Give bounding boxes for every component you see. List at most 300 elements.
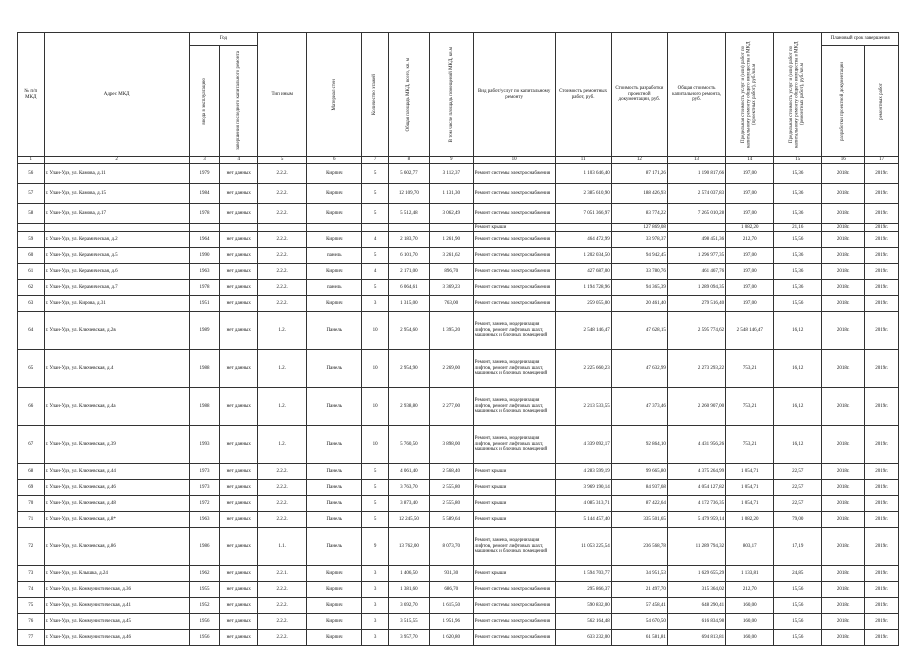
table-cell-g: 22,57 — [774, 480, 822, 496]
table-cell-a: 2 954,90 — [388, 350, 429, 388]
table-cell-g: 15,36 — [774, 184, 822, 204]
table-cell-n: 66 — [18, 388, 45, 426]
table-cell-p: 335 501,65 — [611, 512, 667, 528]
column-number-cell: 16 — [822, 157, 865, 164]
table-cell-a: 13 762,00 — [388, 528, 429, 566]
table-cell-p: 87 171,26 — [611, 164, 667, 184]
table-cell-y: 1986 — [189, 528, 220, 566]
table-cell-p: 61 581,81 — [611, 630, 667, 646]
table-cell-m: Кирпич — [307, 614, 362, 630]
table-cell-y: 1963 — [189, 264, 220, 280]
table-cell-a: 4 061,40 — [388, 464, 429, 480]
header-cell: № п/п МКД — [18, 33, 45, 157]
table-cell-m: Кирпич — [307, 264, 362, 280]
header-text: Общая площадь МКД, всего, кв. м — [406, 57, 412, 132]
table-cell-z: 2019г. — [865, 350, 899, 388]
table-cell-p: 21 497,70 — [611, 582, 667, 598]
table-cell-e: 197,00 — [726, 184, 774, 204]
table-cell-f: 5 — [362, 512, 389, 528]
table-cell-n: 58 — [18, 204, 45, 224]
table-row — [18, 204, 899, 224]
table-cell-a: 12 245,50 — [388, 512, 429, 528]
table-cell-addr: г. Улан-Удэ, ул. Коммунистическая, д.46 — [44, 630, 189, 646]
table-cell-t: 1.2. — [258, 426, 307, 464]
table-row — [18, 312, 899, 350]
table-cell-m: Панель — [307, 528, 362, 566]
table-cell-addr: г. Улан-Удэ, ул. Ключевская, д.44 — [44, 464, 189, 480]
table-cell-a: 1 315,00 — [388, 296, 429, 312]
table-cell-y: 1973 — [189, 480, 220, 496]
table-cell-last: нет данных — [220, 350, 258, 388]
table-cell-b: 3 112,37 — [429, 164, 473, 184]
table-cell-e: 1 054,71 — [726, 480, 774, 496]
table-cell-addr: г. Улан-Удэ, ул. Клышка, д.24 — [44, 566, 189, 582]
table-cell-y: 1978 — [189, 280, 220, 296]
table-cell-f: 4 — [362, 232, 389, 248]
table-cell-y: 1979 — [189, 164, 220, 184]
table-row — [18, 598, 899, 614]
table-cell-b: 5 589,64 — [429, 512, 473, 528]
table-cell-m: Кирпич — [307, 204, 362, 224]
table-cell-f: 3 — [362, 598, 389, 614]
table-cell-f: 10 — [362, 426, 389, 464]
header-cell — [189, 46, 220, 157]
table-cell-d: 2018г. — [822, 464, 865, 480]
table-cell-t: 2.2.2. — [258, 464, 307, 480]
table-cell-y: 1972 — [189, 496, 220, 512]
header-text: Количество этажей — [372, 74, 378, 115]
table-cell-b: 3 898,00 — [429, 426, 473, 464]
table-cell-p: 57 458,41 — [611, 598, 667, 614]
table-cell-n: 56 — [18, 164, 45, 184]
table-cell-y: 1951 — [189, 296, 220, 312]
table-cell-s: 4 172 736,35 — [667, 496, 725, 512]
table-cell-s: 279 516,40 — [667, 296, 725, 312]
table-cell-p: 92 864,10 — [611, 426, 667, 464]
table-cell-e: 753,21 — [726, 350, 774, 388]
table-cell-c: 7 051 366,97 — [555, 204, 611, 224]
table-cell-c: 3 969 190,14 — [555, 480, 611, 496]
header-cell — [726, 33, 774, 157]
table-cell-p: 94 365,39 — [611, 280, 667, 296]
table-cell-d: 2018г. — [822, 264, 865, 280]
table-cell-n: 57 — [18, 184, 45, 204]
table-cell-last: нет данных — [220, 630, 258, 646]
header-cell — [774, 33, 822, 157]
table-row — [18, 512, 899, 528]
table-cell-s: 498 451,36 — [667, 232, 725, 248]
table-cell-t: 2.2.2. — [258, 630, 307, 646]
table-cell-z: 2019г. — [865, 598, 899, 614]
table-cell-c: 11 053 225,54 — [555, 528, 611, 566]
table-cell-m: Кирпич — [307, 164, 362, 184]
table-cell-n: 75 — [18, 598, 45, 614]
table-cell-m: Панель — [307, 496, 362, 512]
table-cell-c: 633 232,00 — [555, 630, 611, 646]
table-cell-n: 59 — [18, 232, 45, 248]
table-cell-c: 295 866,37 — [555, 582, 611, 598]
table-cell-last: нет данных — [220, 296, 258, 312]
table-cell-e: 212,70 — [726, 582, 774, 598]
table-cell-e: 160,00 — [726, 630, 774, 646]
table-cell-t: 2.2.2. — [258, 264, 307, 280]
table-cell-f: 3 — [362, 566, 389, 582]
table-cell-y: 1984 — [189, 184, 220, 204]
table-cell-g: 15,56 — [774, 582, 822, 598]
header-cell — [429, 33, 473, 157]
table-cell-z: 2019г. — [865, 164, 899, 184]
table-cell-e: 1 082,20 — [726, 224, 774, 232]
table-cell-e: 160,00 — [726, 614, 774, 630]
table-cell-c: 1 594 703,77 — [555, 566, 611, 582]
table-cell-g: 22,57 — [774, 496, 822, 512]
table-cell-g: 16,12 — [774, 388, 822, 426]
table-cell-w: Ремонт, замена, модернизация лифтов, ремонт лифтовых шахт, машинных и блочных помещений — [473, 426, 555, 464]
table-cell-p: 84 937,68 — [611, 480, 667, 496]
table-cell-w: Ремонт, замена, модернизация лифтов, ремонт лифтовых шахт, машинных и блочных помещений — [473, 350, 555, 388]
table-cell-n: 64 — [18, 312, 45, 350]
table-cell-addr: г. Улан-Удэ, ул. Коммунистическая, д.41 — [44, 598, 189, 614]
header-cell: Плановый срок завершения — [822, 33, 899, 46]
table-cell-f: 5 — [362, 480, 389, 496]
table-cell-n: 67 — [18, 426, 45, 464]
table-cell-s: 4 375 264,99 — [667, 464, 725, 480]
table-cell-b: 2 555,80 — [429, 480, 473, 496]
table-cell-last: нет данных — [220, 566, 258, 582]
column-number-row — [18, 157, 899, 164]
table-cell-w: Ремонт системы электроснабжения — [473, 582, 555, 598]
column-number-cell: 14 — [726, 157, 774, 164]
table-cell-d: 2018г. — [822, 232, 865, 248]
table-cell-w: Ремонт системы электроснабжения — [473, 204, 555, 224]
table-cell-a: 5 512,48 — [388, 204, 429, 224]
table-cell-z: 2019г. — [865, 248, 899, 264]
table-cell-m: Панель — [307, 464, 362, 480]
table-cell-n: 61 — [18, 264, 45, 280]
table-cell-t: 1.2. — [258, 312, 307, 350]
table-cell-addr: г. Улан-Удэ, ул. Коммунистическая, д.45 — [44, 614, 189, 630]
table-cell-p: 94 942,45 — [611, 248, 667, 264]
table-cell-t: 2.2.1. — [258, 566, 307, 582]
table-cell-d: 2018г. — [822, 164, 865, 184]
table-cell-y: 1956 — [189, 614, 220, 630]
table-cell-c: 4 085 313,71 — [555, 496, 611, 512]
table-cell-g: 21,16 — [774, 224, 822, 232]
table-cell-d: 2018г. — [822, 480, 865, 496]
table-cell-t: 1.2. — [258, 388, 307, 426]
table-cell-a: 2 183,70 — [388, 232, 429, 248]
table-cell-z: 2019г. — [865, 426, 899, 464]
table-cell-w: Ремонт системы электроснабжения — [473, 598, 555, 614]
table-cell-z: 2019г. — [865, 566, 899, 582]
table-cell-d: 2018г. — [822, 388, 865, 426]
table-cell-g: 15,56 — [774, 232, 822, 248]
column-number-cell: 10 — [473, 157, 555, 164]
table-cell-d: 2018г. — [822, 566, 865, 582]
table-cell-s: 1 296 977,35 — [667, 248, 725, 264]
table-row — [18, 164, 899, 184]
table-cell-e: 212,70 — [726, 232, 774, 248]
table-cell-n: 63 — [18, 296, 45, 312]
table-row — [18, 248, 899, 264]
table-cell-p: 236 568,78 — [611, 528, 667, 566]
table-cell-w: Ремонт крыши — [473, 496, 555, 512]
table-cell-y: 1964 — [189, 232, 220, 248]
table-cell-last: нет данных — [220, 312, 258, 350]
table-cell-z: 2019г. — [865, 512, 899, 528]
table-cell-last: нет данных — [220, 232, 258, 248]
table-cell-m: Кирпич — [307, 184, 362, 204]
table-cell-p: 33 978,37 — [611, 232, 667, 248]
table-cell-f: 5 — [362, 464, 389, 480]
table-cell-b: 3 369,23 — [429, 280, 473, 296]
table-cell-w: Ремонт системы электроснабжения — [473, 164, 555, 184]
table-row — [18, 582, 899, 598]
table-cell-m: Панель — [307, 480, 362, 496]
table-cell-p: 83 774,22 — [611, 204, 667, 224]
table-cell-z: 2019г. — [865, 264, 899, 280]
header-text: ремонтных работ — [878, 82, 884, 120]
table-cell-z: 2019г. — [865, 312, 899, 350]
column-number-cell: 2 — [44, 157, 189, 164]
table-cell-s: 2 260 907,00 — [667, 388, 725, 426]
table-cell-m: Панель — [307, 512, 362, 528]
column-number-cell: 7 — [362, 157, 389, 164]
table-cell-s: 648 290,41 — [667, 598, 725, 614]
table-cell-g: 16,12 — [774, 426, 822, 464]
table-cell-last: нет данных — [220, 528, 258, 566]
table-cell-g: 15,56 — [774, 598, 822, 614]
table-cell-g: 15,36 — [774, 264, 822, 280]
table-cell-e: 753,21 — [726, 426, 774, 464]
table-cell-c: 1 202 034,50 — [555, 248, 611, 264]
table-cell-a: 2 171,00 — [388, 264, 429, 280]
table-cell-d: 2018г. — [822, 296, 865, 312]
table-cell-a: 3 957,70 — [388, 630, 429, 646]
header-text: Предельная стоимость услуг и (или) работ по капитальному ремонту общего имущества в МКД (проектных работ), руб./кв.м — [741, 41, 758, 148]
column-number-cell: 15 — [774, 157, 822, 164]
table-cell-z: 2019г. — [865, 204, 899, 224]
table-cell-c: 427 687,00 — [555, 264, 611, 280]
table-cell-t: 1.2. — [258, 350, 307, 388]
table-cell-e: 197,00 — [726, 296, 774, 312]
table-cell-last: нет данных — [220, 388, 258, 426]
table-cell-e: 2 548 146,47 — [726, 312, 774, 350]
table-cell-f: 3 — [362, 296, 389, 312]
table-cell-c: 1 194 728,96 — [555, 280, 611, 296]
header-cell — [388, 33, 429, 157]
table-cell-d: 2018г. — [822, 248, 865, 264]
table-cell-addr: г. Улан-Удэ, ул. Ключевская, д.39 — [44, 426, 189, 464]
table-cell-y: 1962 — [189, 566, 220, 582]
header-cell: Тип иным — [258, 33, 307, 157]
table-cell-c: 4 339 092,17 — [555, 426, 611, 464]
table-cell-c: 464 472,99 — [555, 232, 611, 248]
column-number-cell: 13 — [667, 157, 725, 164]
table-cell-f: 10 — [362, 388, 389, 426]
table-cell-g: 15,56 — [774, 614, 822, 630]
table-cell-w: Ремонт крыши — [473, 224, 555, 232]
table-cell-y — [189, 224, 220, 232]
table-cell-addr: г. Улан-Удэ, ул. Ключевская, д.4 — [44, 350, 189, 388]
table-cell-e: 803,17 — [726, 528, 774, 566]
table-cell-m: панель — [307, 280, 362, 296]
table-cell-w: Ремонт системы электроснабжения — [473, 614, 555, 630]
table-cell-f: 5 — [362, 164, 389, 184]
table-row — [18, 630, 899, 646]
table-cell-w: Ремонт системы электроснабжения — [473, 630, 555, 646]
table-cell-f: 5 — [362, 184, 389, 204]
column-number-cell: 4 — [220, 157, 258, 164]
table-cell-y: 1955 — [189, 582, 220, 598]
table-cell-s: 1 289 094,35 — [667, 280, 725, 296]
table-cell-d: 2018г. — [822, 630, 865, 646]
table-cell-addr — [44, 224, 189, 232]
table-cell-m: Кирпич — [307, 598, 362, 614]
table-row — [18, 388, 899, 426]
table-cell-addr: г. Улан-Удэ, ул. Ключевская, д.86 — [44, 528, 189, 566]
table-cell-z: 2019г. — [865, 614, 899, 630]
table-cell-n: 72 — [18, 528, 45, 566]
table-cell-c: 590 832,00 — [555, 598, 611, 614]
table-cell-s: 461 467,76 — [667, 264, 725, 280]
table-cell-w: Ремонт крыши — [473, 464, 555, 480]
table-cell-addr: г. Улан-Удэ, ул. Ключевская, д.8* — [44, 512, 189, 528]
table-cell-n: 76 — [18, 614, 45, 630]
table-cell-f: 5 — [362, 248, 389, 264]
table-cell-t: 2.2.2. — [258, 614, 307, 630]
table-cell-c: 2 385 610,90 — [555, 184, 611, 204]
table-cell-z: 2019г. — [865, 496, 899, 512]
header-text: завершения последнего капитального ремонта — [235, 51, 241, 151]
table-cell-g: 15,36 — [774, 248, 822, 264]
table-cell-last: нет данных — [220, 248, 258, 264]
table-cell-t: 2.2.2. — [258, 480, 307, 496]
table-cell-s: 4 431 956,26 — [667, 426, 725, 464]
table-cell-g: 15,56 — [774, 630, 822, 646]
column-number-cell: 8 — [388, 157, 429, 164]
header-text: В том числе площадь помещений МКД, кв.м — [448, 46, 454, 143]
table-cell-last — [220, 224, 258, 232]
table-cell-addr: г. Улан-Удэ, ул. Ключевская, д.46 — [44, 480, 189, 496]
table-cell-z: 2019г. — [865, 296, 899, 312]
table-cell-n: 69 — [18, 480, 45, 496]
header-cell: Год — [189, 33, 257, 46]
table-row — [18, 350, 899, 388]
table-cell-m — [307, 224, 362, 232]
table-cell-m: Панель — [307, 388, 362, 426]
table-cell-b: 1 131,30 — [429, 184, 473, 204]
table-cell-b — [429, 224, 473, 232]
table-cell-d: 2018г. — [822, 614, 865, 630]
header-cell: Вид работ/услуг по капитальному ремонту — [473, 33, 555, 157]
table-cell-last: нет данных — [220, 264, 258, 280]
table-cell-w: Ремонт, замена, модернизация лифтов, ремонт лифтовых шахт, машинных и блочных помещений — [473, 312, 555, 350]
table-cell-a: 1 381,60 — [388, 582, 429, 598]
table-row — [18, 464, 899, 480]
table-cell-s: 7 265 010,28 — [667, 204, 725, 224]
table-cell-a: 1 406,50 — [388, 566, 429, 582]
table-cell-w: Ремонт системы электроснабжения — [473, 280, 555, 296]
table-row — [18, 426, 899, 464]
header-cell — [307, 33, 362, 157]
header-cell: Общая стоимость капитального ремонта, руб. — [667, 33, 725, 157]
table-cell-b: 686,70 — [429, 582, 473, 598]
table-cell-b: 2 555,80 — [429, 496, 473, 512]
table-cell-b: 763,00 — [429, 296, 473, 312]
column-number-cell: 11 — [555, 157, 611, 164]
table-cell-e: 1 133,81 — [726, 566, 774, 582]
table-row — [18, 184, 899, 204]
column-number-cell: 17 — [865, 157, 899, 164]
table-cell-b: 1 395,20 — [429, 312, 473, 350]
table-cell-c — [555, 224, 611, 232]
table-cell-d: 2018г. — [822, 204, 865, 224]
table-cell-addr: г. Улан-Удэ, ул. Коммунистическая, д.36 — [44, 582, 189, 598]
table-cell-d: 2018г. — [822, 512, 865, 528]
table-cell-n — [18, 224, 45, 232]
table-cell-z: 2019г. — [865, 224, 899, 232]
header-text: Материал стен — [331, 78, 337, 111]
table-cell-f: 9 — [362, 528, 389, 566]
table-cell-s: 2 574 037,83 — [667, 184, 725, 204]
header-text: разработки проектной документации — [840, 61, 846, 141]
table-cell-a: 3 515,55 — [388, 614, 429, 630]
table-cell-last: нет данных — [220, 582, 258, 598]
table-cell-p: 33 780,76 — [611, 264, 667, 280]
table-cell-f: 3 — [362, 614, 389, 630]
header-cell: Стоимость ремонтных работ, руб. — [555, 33, 611, 157]
table-cell-e: 197,00 — [726, 264, 774, 280]
repair-program-table — [17, 32, 899, 646]
table-cell-m: панель — [307, 248, 362, 264]
table-cell-w: Ремонт системы электроснабжения — [473, 232, 555, 248]
table-cell-m: Панель — [307, 350, 362, 388]
table-cell-s: 616 834,98 — [667, 614, 725, 630]
table-row — [18, 528, 899, 566]
table-cell-t: 2.2.2. — [258, 232, 307, 248]
table-cell-g: 15,36 — [774, 280, 822, 296]
table-row — [18, 264, 899, 280]
table-cell-d: 2018г. — [822, 184, 865, 204]
table-cell-addr: г. Улан-Удэ, ул. Керамическая, д.7 — [44, 280, 189, 296]
table-row — [18, 296, 899, 312]
header-cell: Стоимость разработки проектной документации, руб. — [611, 33, 667, 157]
table-cell-last: нет данных — [220, 164, 258, 184]
table-cell-p: 127 869,08 — [611, 224, 667, 232]
table-cell-n: 71 — [18, 512, 45, 528]
table-cell-d: 2018г. — [822, 280, 865, 296]
table-cell-w: Ремонт, замена, модернизация лифтов, ремонт лифтовых шахт, машинных и блочных помещений — [473, 388, 555, 426]
table-cell-z: 2019г. — [865, 630, 899, 646]
table-cell-w: Ремонт крыши — [473, 480, 555, 496]
table-cell-n: 65 — [18, 350, 45, 388]
table-cell-z: 2019г. — [865, 528, 899, 566]
table-cell-a: 2 938,80 — [388, 388, 429, 426]
table-cell-y: 1989 — [189, 312, 220, 350]
table-cell-t: 2.2.2. — [258, 496, 307, 512]
table-cell-b: 1 261,90 — [429, 232, 473, 248]
table-cell-addr: г. Улан-Удэ, ул. Ключевская, д.48 — [44, 496, 189, 512]
table-cell-e: 1 054,71 — [726, 464, 774, 480]
table-cell-g: 15,56 — [774, 296, 822, 312]
table-cell-d: 2018г. — [822, 582, 865, 598]
table-cell-s: 11 289 794,32 — [667, 528, 725, 566]
table-cell-z: 2019г. — [865, 464, 899, 480]
table-cell-addr: г. Улан-Удэ, ул. Камова, д.11 — [44, 164, 189, 184]
table-cell-w: Ремонт системы электроснабжения — [473, 184, 555, 204]
table-cell-p: 54 670,50 — [611, 614, 667, 630]
